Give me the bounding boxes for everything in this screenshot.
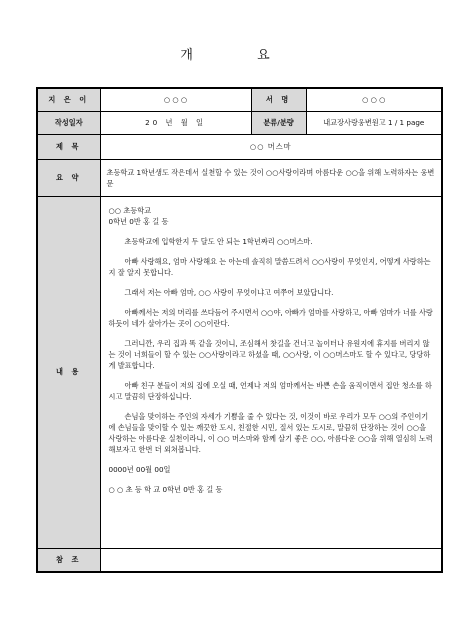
paragraph-3: 그래서 저는 아빠 엄마, ○○ 사랑이 무엇이냐고 여쭈어 보았답니다. [124,287,334,297]
paragraph-7: 손님을 맞이하는 주인의 자세가 기쁨을 줄 수 있다는 것, 이것이 바로 우리가 모두 ○○의 주인이기에 손님들을 맞이할 수 있는 깨끗한 도시, 친절한 시민, 질서 있는 도시로, 말끔히 단장하는 것이 ○○을 사랑하는 아름다운 실천이라니, 이 ○○ 머스마와 함께 살기 좋은 ○○, 아름다운 ○○을 위해 열심히 노력해보자고 한번 더 외쳐봅니다. [108,411,433,454]
date-value [100,111,251,134]
content-date-line: 0000년 00월 00일 [108,464,171,474]
subject-label: 제 목 [37,134,100,159]
content-school: ○○ 초등학교 [108,205,152,215]
content-label: 내 용 [37,196,100,548]
content-signoff: ○ ○ 초 등 학 교 0학년 0반 홍 길 동 [108,484,223,494]
overview-form [36,87,443,573]
paragraph-2: 아빠 사랑해요, 엄마 사랑해요 는 아는데 솔직히 말씀드려서 ○○사랑이 무엇인지, 어떻게 사랑하는지 잘 알지 못합니다. [108,256,431,277]
signature-label: 서 명 [251,88,306,111]
date-label: 작성일자 [37,111,100,134]
content-body [100,196,442,548]
paragraph-6: 아빠 친구 분들이 저의 집에 오실 때, 언제나 저의 엄마께서는 바쁜 손을 움직이면서 집안 청소를 하시고 말끔히 단장하십니다. [108,380,432,401]
paragraph-1: 초등학교에 입학한지 두 달도 안 되는 1학년짜리 ○○머스마. [124,236,313,246]
reference-label: 참 조 [37,548,100,572]
summary-label: 요 약 [37,159,100,196]
category-value: 내교장사랑웅변원고 1 / 1 page [306,111,442,134]
signature-value: ○ ○ ○ [306,88,442,111]
subject-value: ○○ 머스마 [100,134,442,159]
author-value: ○ ○ ○ [100,88,251,111]
page-title: 개 요 [180,48,300,63]
paragraph-4: 아빠께서는 저의 머리를 쓰다듬어 주시면서 ○○야, 아빠가 엄마를 사랑하고, 아빠 엄마가 너를 사랑하듯이 네가 살아가는 곳이 ○○이란다. [108,307,433,328]
reference-value [100,548,442,572]
author-label: 지 은 이 [37,88,100,111]
date-value-text: 20 년 월 일 [145,117,206,127]
category-label: 분류/분량 [251,111,306,134]
summary-value: 초등학교 1학년생도 작은데서 실천할 수 있는 것이 ○○사랑이라며 아름다운 ○○을 위해 노력하자는 웅변문 [100,159,442,196]
paragraph-5: 그러니깐, 우리 집과 똑 같을 것이니, 조심해서 찻길을 건너고 놀이터나 유원지에 휴지를 버리지 않는 것이 너희들이 할 수 있는 ○○사랑이라고 하셨을 때, ○○사랑, 이 ○○머스마도 할 수 있다고, 당당하게 발표합니다. [108,338,431,370]
content-class-name: 0학년 0반 홍 길 동 [108,216,169,226]
